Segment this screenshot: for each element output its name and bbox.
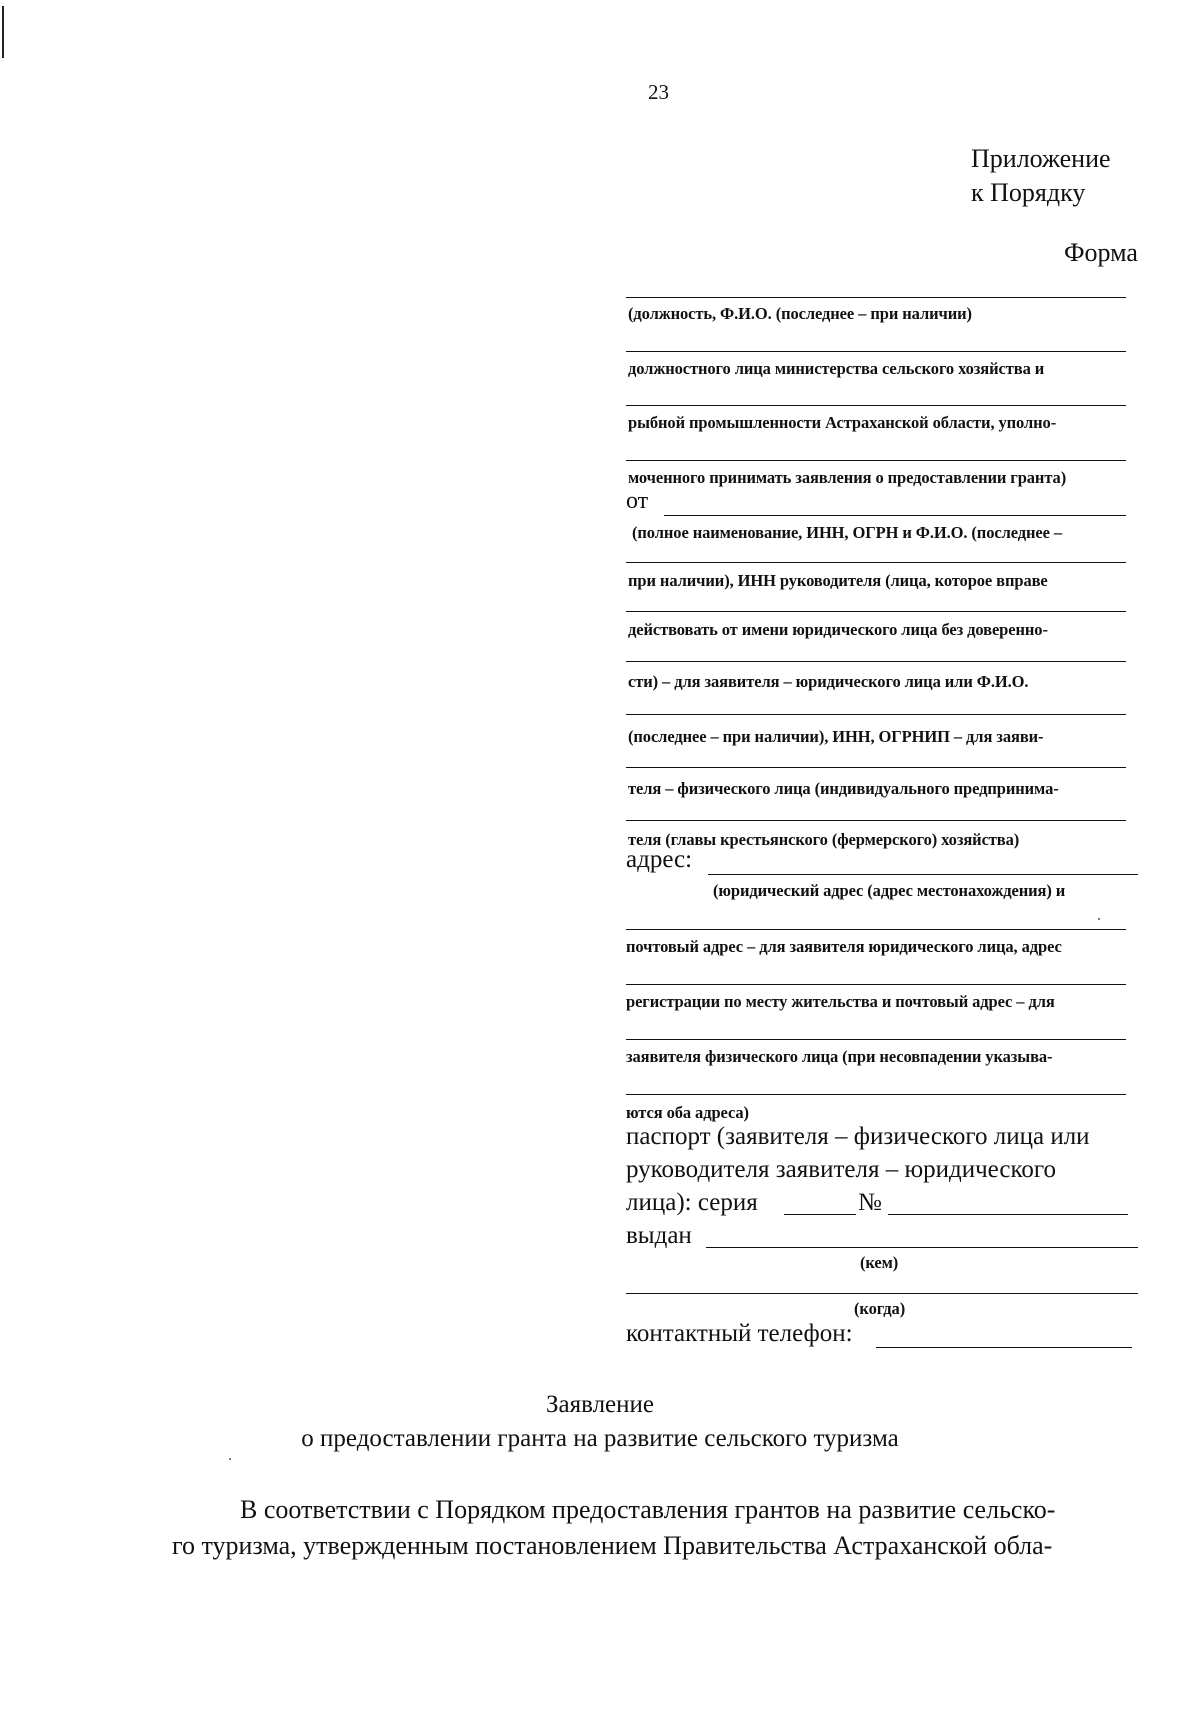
statement-body-line-1: В соответствии с Порядком предоставления грантов на развитие сельско- bbox=[240, 1495, 1056, 1524]
from-caption-5: (последнее – при наличии), ИНН, ОГРНИП – для заяви- bbox=[628, 727, 1044, 746]
addressee-caption-3: рыбной промышленности Астраханской области, уполно- bbox=[628, 413, 1057, 432]
addressee-field-line-4[interactable] bbox=[626, 460, 1126, 461]
from-caption-7: теля (главы крестьянского (фермерского) хозяйства) bbox=[628, 830, 1020, 849]
passport-issued-when-caption: (когда) bbox=[854, 1299, 906, 1318]
passport-number-field[interactable] bbox=[888, 1214, 1128, 1215]
passport-line-2: руководителя заявителя – юридического bbox=[626, 1156, 1057, 1183]
passport-number-label: № bbox=[858, 1189, 882, 1216]
address-field-line-5[interactable] bbox=[626, 1094, 1126, 1095]
from-caption-2: при наличии), ИНН руководителя (лица, которое вправе bbox=[628, 571, 1048, 590]
page-number: 23 bbox=[648, 80, 669, 104]
form-label: Форма bbox=[1064, 238, 1138, 267]
scan-speck bbox=[229, 1458, 231, 1460]
address-caption-5: ются оба адреса) bbox=[626, 1103, 749, 1122]
appendix-reference bbox=[971, 142, 1111, 210]
from-field-line-2[interactable] bbox=[626, 562, 1126, 563]
passport-issued-when-field[interactable] bbox=[626, 1293, 1138, 1294]
addressee-field-line-1[interactable] bbox=[626, 297, 1126, 298]
from-caption-1: (полное наименование, ИНН, ОГРН и Ф.И.О. (последнее – bbox=[632, 523, 1063, 542]
from-field-line-3[interactable] bbox=[626, 611, 1126, 612]
from-field-line-5[interactable] bbox=[626, 714, 1126, 715]
appendix-line-2: к Порядку bbox=[971, 178, 1086, 207]
passport-line-1: паспорт (заявителя – физического лица или bbox=[626, 1123, 1090, 1150]
from-field-line-4[interactable] bbox=[626, 661, 1126, 662]
from-caption-6: теля – физического лица (индивидуального предпринима- bbox=[628, 779, 1059, 798]
passport-issued-by-caption: (кем) bbox=[860, 1253, 899, 1272]
passport-issued-label: выдан bbox=[626, 1222, 692, 1249]
passport-series-label: лица): серия bbox=[626, 1189, 758, 1216]
scan-speck bbox=[1098, 918, 1100, 920]
scan-edge-mark bbox=[2, 6, 4, 58]
addressee-caption-4: моченного принимать заявления о предоставлении гранта) bbox=[628, 468, 1067, 487]
address-field-line[interactable] bbox=[708, 874, 1138, 875]
address-field-line-2[interactable] bbox=[626, 929, 1126, 930]
address-caption-1: (юридический адрес (адрес местонахождения) и bbox=[713, 881, 1066, 900]
address-caption-3: регистрации по месту жительства и почтовый адрес – для bbox=[626, 992, 1055, 1011]
from-caption-3: действовать от имени юридического лица без доверенно- bbox=[628, 620, 1048, 639]
address-caption-4: заявителя физического лица (при несовпадении указыва- bbox=[626, 1047, 1053, 1066]
statement-subtitle: о предоставлении гранта на развитие сельского туризма bbox=[301, 1425, 899, 1452]
from-label: от bbox=[626, 488, 649, 514]
passport-issued-by-field[interactable] bbox=[706, 1247, 1138, 1248]
address-label: адрес: bbox=[626, 846, 693, 873]
statement-body-line-2: го туризма, утвержденным постановлением Правительства Астраханской обла- bbox=[172, 1531, 1053, 1560]
contact-phone-field[interactable] bbox=[876, 1347, 1132, 1348]
statement-title: Заявление bbox=[545, 1391, 655, 1418]
from-field-line-7[interactable] bbox=[626, 820, 1126, 821]
appendix-line-1: Приложение bbox=[971, 144, 1111, 173]
from-field-line-6[interactable] bbox=[626, 767, 1126, 768]
from-field-line[interactable] bbox=[664, 515, 1126, 516]
addressee-caption-2: должностного лица министерства сельского хозяйства и bbox=[628, 359, 1045, 378]
contact-phone-label: контактный телефон: bbox=[626, 1320, 853, 1347]
addressee-field-line-2[interactable] bbox=[626, 351, 1126, 352]
address-field-line-4[interactable] bbox=[626, 1039, 1126, 1040]
addressee-field-line-3[interactable] bbox=[626, 405, 1126, 406]
addressee-caption-1: (должность, Ф.И.О. (последнее – при наличии) bbox=[628, 304, 972, 323]
from-caption-4: сти) – для заявителя – юридического лица или Ф.И.О. bbox=[628, 672, 1029, 691]
passport-series-field[interactable] bbox=[784, 1214, 856, 1215]
address-field-line-3[interactable] bbox=[626, 984, 1126, 985]
address-caption-2: почтовый адрес – для заявителя юридического лица, адрес bbox=[626, 937, 1062, 956]
